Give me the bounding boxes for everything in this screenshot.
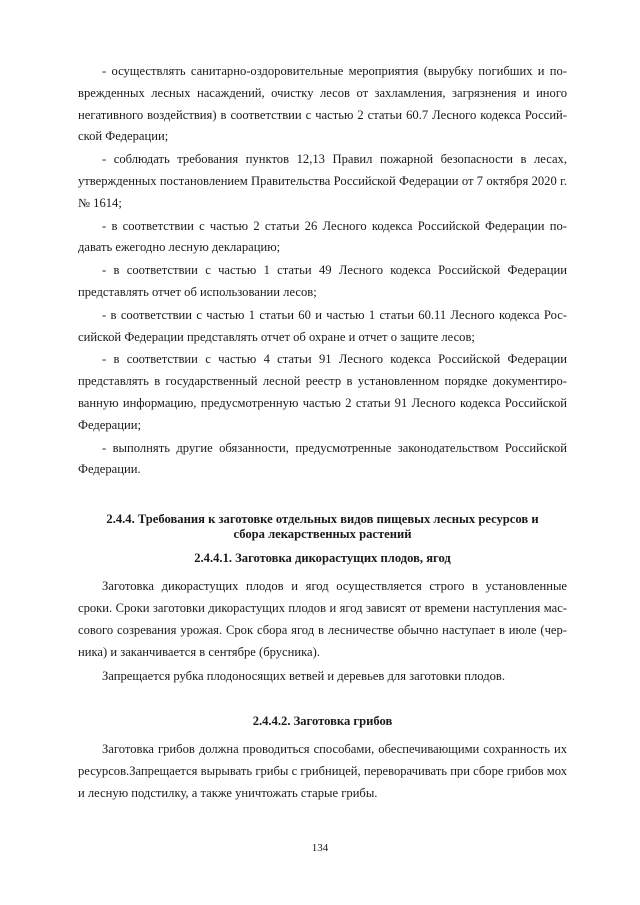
page-number: 134 [311, 842, 329, 854]
subsection-heading-berries: 2.4.4.1. Заготовка дикорастущих плодов, ягод [194, 551, 451, 566]
list-item: - в соответствии с частью 4 статьи 91 Лесного кодекса Российской Федерации представлять в государственный лесной реестр в установленном порядке документированную информацию, предусмотренную частью 2 статьи 91 Лесного кодекса Российской Федерации; [78, 352, 567, 432]
section-heading-line2: сбора лекарственных растений [233, 527, 412, 542]
page-content [78, 61, 567, 805]
list-item: - в соответствии с частью 1 статьи 49 Лесного кодекса Российской Федерации представлять отчет об использовании лесов; [78, 263, 567, 299]
list-item: - в соответствии с частью 2 статьи 26 Лесного кодекса Российской Федерации подавать ежегодно лесную декларацию; [78, 218, 567, 255]
section-heading-line1: 2.4.4. Требования к заготовке отдельных видов пищевых лесных ресурсов и [106, 512, 539, 527]
obligations-list [78, 61, 567, 481]
list-item: - осуществлять санитарно-оздоровительные мероприятия (вырубку погибших и поврежденных лесных насаждений, очистку лесов от захламления, загрязнения и иного негативного воздействия) в соответствии с частью 2 статьи 60.7 Лесного кодекса Российской Федерации; [78, 64, 567, 144]
berries-prohibition-paragraph: Запрещается рубка плодоносящих ветвей и деревьев для заготовки плодов. [102, 669, 506, 684]
section-heading [78, 512, 567, 542]
mushrooms-paragraph: Заготовка грибов должна проводиться способами, обеспечивающими сохранность их ресурсов.Запрещается вырывать грибы с грибницей, переворачивать при сборе грибов мох и лесную подстилку, а также уничтожать старые грибы. [78, 742, 567, 800]
subsection-heading-mushrooms: 2.4.4.2. Заготовка грибов [252, 714, 393, 729]
list-item: - соблюдать требования пунктов 12,13 Правил пожарной безопасности в лесах, утвержденных постановлением Правительства Российской Федерации от 7 октября 2020 г. № 1614; [78, 152, 567, 210]
list-item: - в соответствии с частью 1 статьи 60 и частью 1 статьи 60.11 Лесного кодекса Российской Федерации представлять отчет об охране и отчет о защите лесов; [78, 307, 567, 344]
list-item: - выполнять другие обязанности, предусмотренные законодательством Российской Федерации. [78, 440, 567, 477]
berries-paragraph: Заготовка дикорастущих плодов и ягод осуществляется строго в установленные сроки. Сроки заготовки дикорастущих плодов и ягод зависят от времени наступления массового созревания урожая. Срок сбора ягод в лесничестве обычно наступает в июле (черника) и заканчивается в сентябре (брусника). [78, 579, 567, 659]
